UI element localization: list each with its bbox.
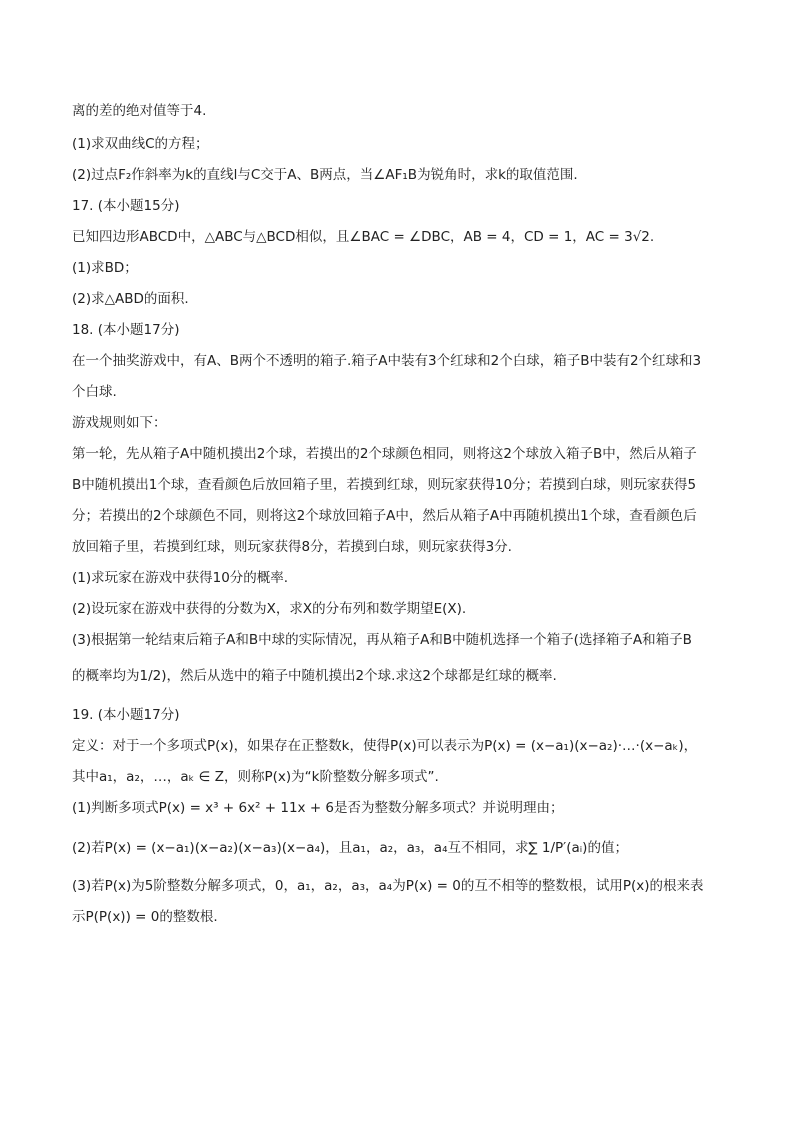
q19-definition-line2: 其中a₁，a₂，…，aₖ ∈ Z，则称P(x)为“k阶整数分解多项式”.	[72, 769, 439, 785]
q18-rules-line1: 第一轮，先从箱子A中随机摸出2个球，若摸出的2个球颜色相同，则将这2个球放入箱子B中，然后从箱子	[72, 446, 697, 462]
q18-part2: (2)设玩家在游戏中获得的分数为X，求X的分布列和数学期望E(X).	[72, 601, 467, 617]
q18-rules-line2: B中随机摸出1个球，查看颜色后放回箱子里，若摸到红球，则玩家获得10分；若摸到白球，则玩家获得5	[72, 477, 697, 493]
q17-stem: 已知四边形ABCD中，△ABC与△BCD相似，且∠BAC = ∠DBC，AB = 4，CD = 1，AC = 3√2.	[72, 229, 655, 245]
q18-part3-line1: (3)根据第一轮结束后箱子A和B中球的实际情况，再从箱子A和B中随机选择一个箱子(选择箱子A和箱子B	[72, 632, 692, 648]
q19-heading: 19. (本小题17分)	[72, 707, 180, 723]
q18-stem-line2: 个白球.	[72, 384, 117, 400]
q18-part3-line2: 的概率均为1/2)，然后从选中的箱子中随机摸出2个球.求这2个球都是红球的概率.	[72, 668, 557, 684]
q18-stem-line1: 在一个抽奖游戏中，有A、B两个不透明的箱子.箱子A中装有3个红球和2个白球，箱子B中装有2个红球和3	[72, 353, 702, 369]
q18-heading: 18. (本小题17分)	[72, 322, 180, 338]
q17-part2: (2)求△ABD的面积.	[72, 291, 189, 307]
q16-part1: (1)求双曲线C的方程；	[72, 136, 209, 152]
q17-part1: (1)求BD；	[72, 260, 138, 276]
q16-tail-line: 离的差的绝对值等于4.	[72, 103, 207, 119]
q18-rules-line4: 放回箱子里，若摸到红球，则玩家获得8分，若摸到白球，则玩家获得3分.	[72, 539, 512, 555]
q19-part3-line2: 示P(P(x)) = 0的整数根.	[72, 909, 218, 925]
q19-definition-line1: 定义：对于一个多项式P(x)，如果存在正整数k，使得P(x)可以表示为P(x) = (x−a₁)(x−a₂)·…·(x−aₖ)，	[72, 738, 698, 754]
q17-heading: 17. (本小题15分)	[72, 198, 180, 214]
q19-part3-line1: (3)若P(x)为5阶整数分解多项式，0，a₁，a₂，a₃，a₄为P(x) = 0的互不相等的整数根，试用P(x)的根来表	[72, 878, 704, 894]
q18-part1: (1)求玩家在游戏中获得10分的概率.	[72, 570, 289, 586]
q18-rules-title: 游戏规则如下：	[72, 415, 167, 431]
q16-part2: (2)过点F₂作斜率为k的直线l与C交于A、B两点，当∠AF₁B为锐角时，求k的取值范围.	[72, 167, 578, 183]
q19-part1: (1)判断多项式P(x) = x³ + 6x² + 11x + 6是否为整数分解多项式？并说明理由；	[72, 800, 564, 816]
q19-part2: (2)若P(x) = (x−a₁)(x−a₂)(x−a₃)(x−a₄)，且a₁，a₂，a₃，a₄互不相同，求∑ 1/P′(aᵢ)的值；	[72, 840, 628, 856]
q18-rules-line3: 分；若摸出的2个球颜色不同，则将这2个球放回箱子A中，然后从箱子A中再随机摸出1个球，查看颜色后	[72, 508, 697, 524]
